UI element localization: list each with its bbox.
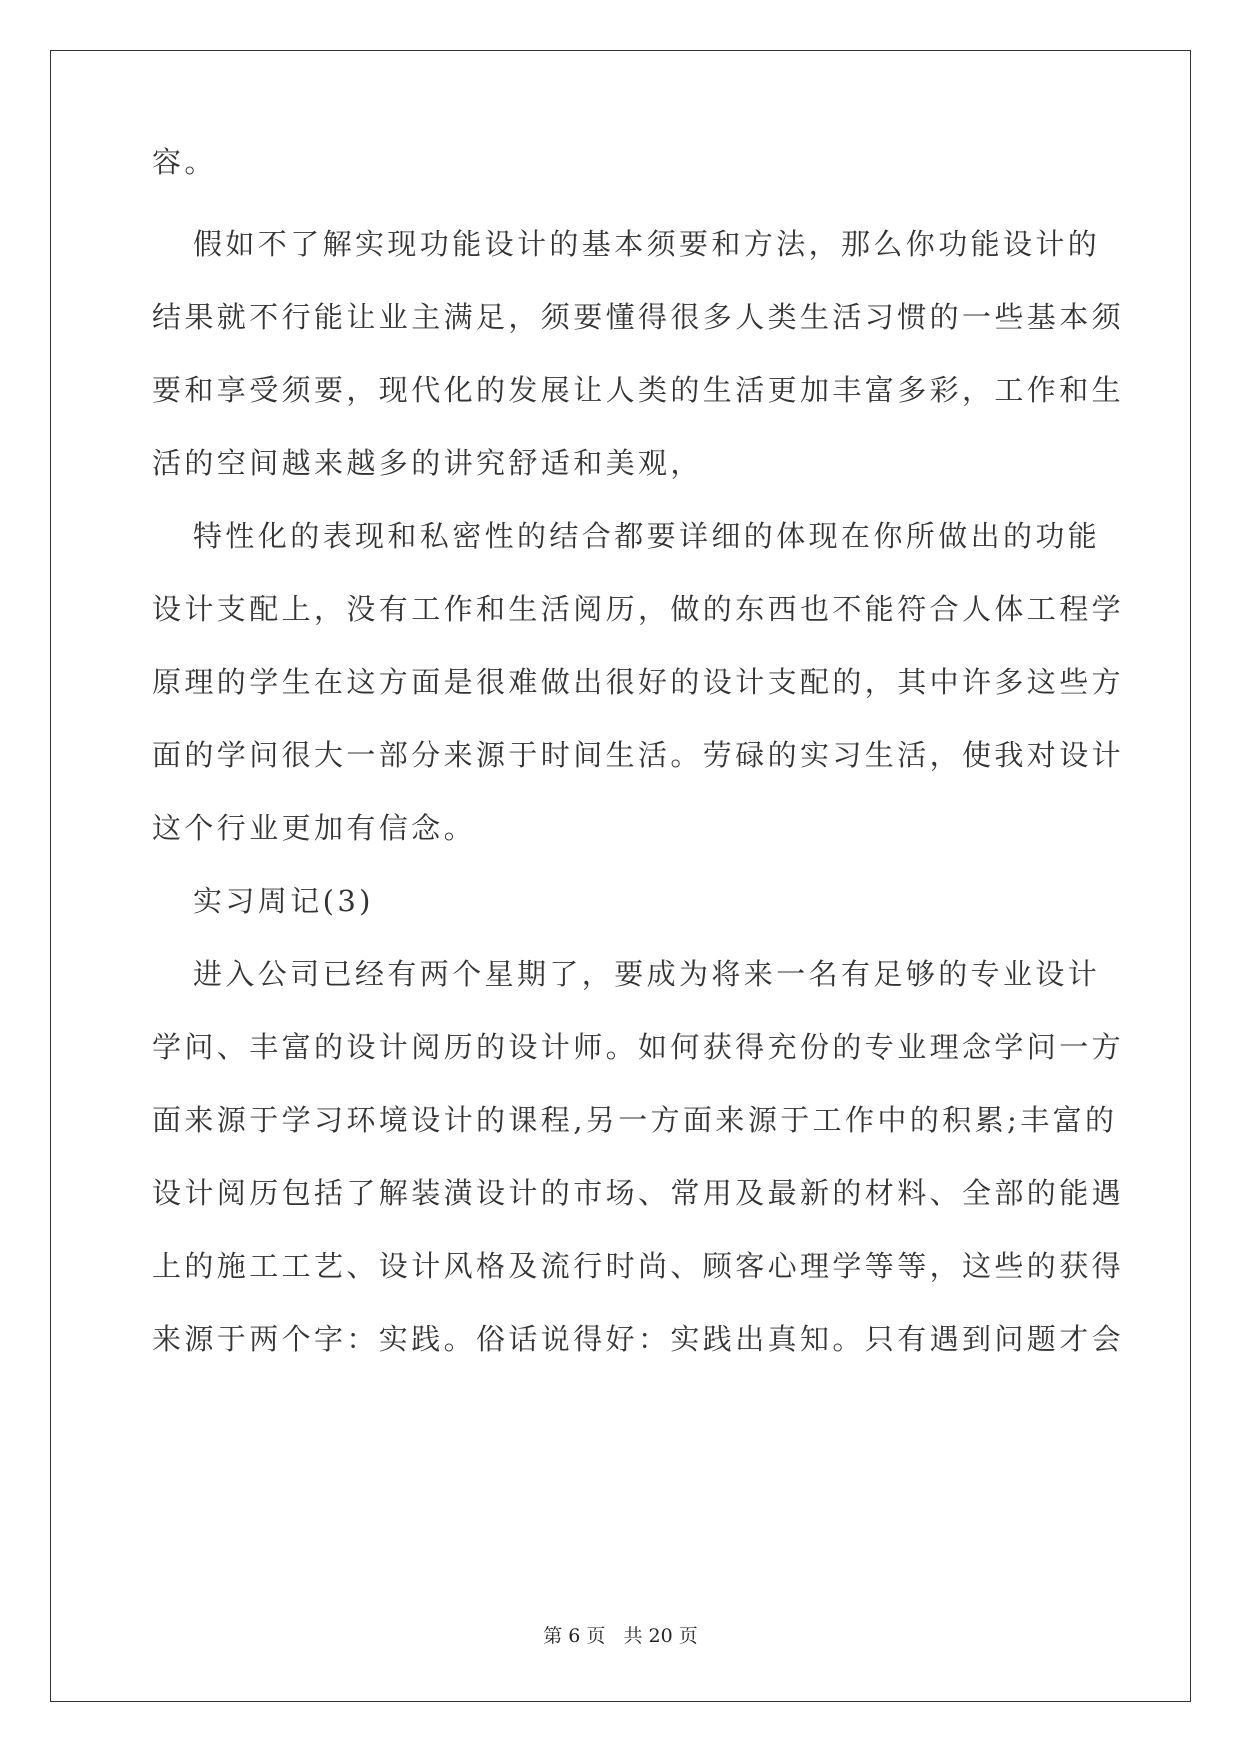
text-line-8: 原理的学生在这方面是很难做出很好的设计支配的，其中许多这些方 <box>152 665 1125 699</box>
text-line-9: 面的学问很大一部分来源于时间生活。劳碌的实习生活，使我对设计 <box>152 738 1125 772</box>
text-line-2: 假如不了解实现功能设计的基本须要和方法，那么你功能设计的 <box>193 227 1101 261</box>
text-line-16: 上的施工工艺、设计风格及流行时尚、顾客心理学等等，这些的获得 <box>152 1249 1125 1283</box>
text-line-7: 设计支配上，没有工作和生活阅历，做的东西也不能符合人体工程学 <box>152 592 1125 626</box>
text-line-13: 学问、丰富的设计阅历的设计师。如何获得充份的专业理念学问一方 <box>152 1030 1125 1064</box>
text-line-6: 特性化的表现和私密性的结合都要详细的体现在你所做出的功能 <box>193 519 1101 553</box>
section-heading: 实习周记(3) <box>193 884 374 918</box>
page-footer <box>0 1623 1241 1649</box>
text-line-4: 要和享受须要，现代化的发展让人类的生活更加丰富多彩，工作和生 <box>152 373 1125 407</box>
text-line-5: 活的空间越来越多的讲究舒适和美观， <box>152 446 703 480</box>
text-line-15: 设计阅历包括了解装潢设计的市场、常用及最新的材料、全部的能遇 <box>152 1176 1125 1210</box>
text-line-14: 面来源于学习环境设计的课程,另一方面来源于工作中的积累;丰富的 <box>152 1103 1118 1137</box>
text-line-10: 这个行业更加有信念。 <box>152 811 477 845</box>
page-total: 共 20 页 <box>623 1625 698 1647</box>
text-line-1: 容。 <box>152 145 217 179</box>
page-number: 第 6 页 <box>543 1625 606 1647</box>
text-line-17: 来源于两个字：实践。俗话说得好：实践出真知。只有遇到问题才会 <box>152 1322 1125 1356</box>
text-line-3: 结果就不行能让业主满足，须要懂得很多人类生活习惯的一些基本须 <box>152 300 1125 334</box>
text-line-12: 进入公司已经有两个星期了，要成为将来一名有足够的专业设计 <box>193 957 1101 991</box>
